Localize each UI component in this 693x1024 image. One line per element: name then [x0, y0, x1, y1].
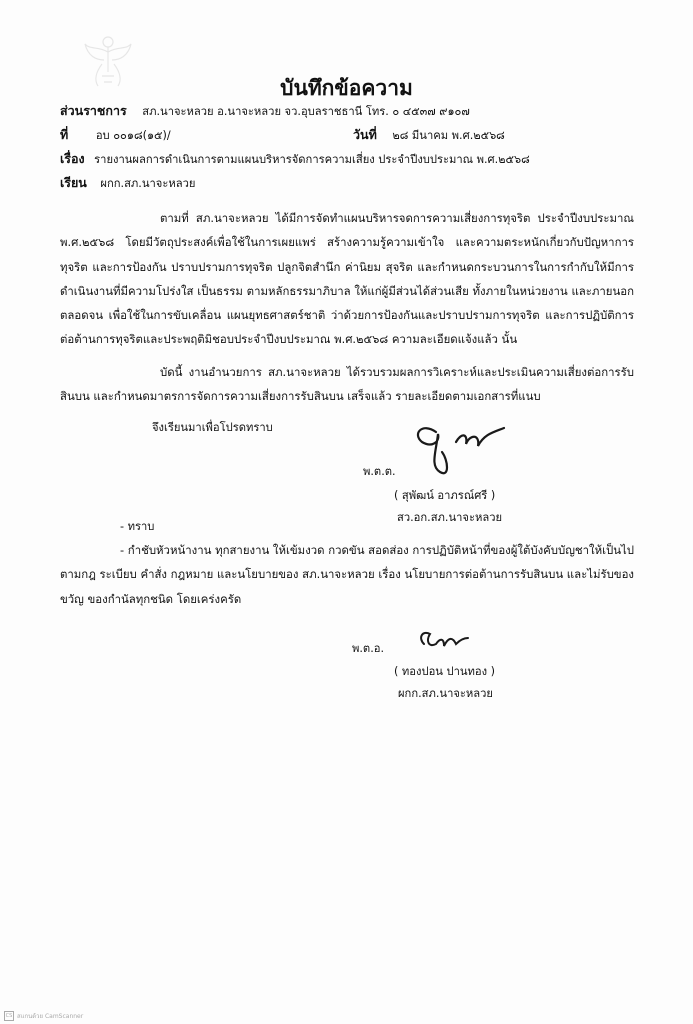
signature-2-icon [414, 624, 470, 654]
to-value: ผกก.สภ.นาจะหลวย [100, 177, 196, 190]
body-paragraph-1: ตามที่ สภ.นาจะหลวย ได้มีการจัดทำแผนบริหารจดการความเสี่ยงการทุจริต ประจำปีงบประมาณ พ.ศ.๒๕๖๘ โดยมีวัตถุประสงค์เพื่อใช้ในการเผยแพร่ สร้างความรู้ความเข้าใจ และความตระหนักเกี่ยวกับปัญหาการทุจริต และการป้องกัน ปราบปรามการทุจริต ปลูกจิตสำนึก ค่านิยม สุจริต และกำหนดกระบวนการในการกำกับให้มีการดำเนินงานที่มีความโปร่งใส เป็นธรรม ตามหลักธรรมาภิบาล ให้แก่ผู้มีส่วนได้ส่วนเสีย ทั้งภายในหน่วยงาน และภายนอก ตลอดจน เพื่อใช้ในการขับเคลื่อน แผนยุทธศาสตร์ชาติ ว่าด้วยการป้องกันและปราบปรามการทุจริต และการปฏิบัติการต่อต้านการทุจริตและประพฤติมิชอบประจำปีงบประมาณ พ.ศ.๒๕๖๘ ความละเอียดแจ้งแล้ว นั้น [60, 211, 634, 347]
agency-value: สภ.นาจะหลวย อ.นาจะหลวย จว.อุบลราชธานี โทร. ๐ ๔๕๓๗ ๙๑๐๗ [142, 105, 470, 118]
closing-line: จึงเรียนมาเพื่อโปรดทราบ [152, 421, 273, 434]
signer-2-position: ผกก.สภ.นาจะหลวย [398, 687, 493, 700]
agency-label: ส่วนราชการ [60, 103, 127, 118]
to-line [60, 175, 195, 191]
signature-1-icon [400, 412, 510, 484]
subject-value: รายงานผลการดำเนินการตามแผนบริหารจัดการความเสี่ยง ประจำปีงบประมาณ พ.ศ.๒๕๖๘ [94, 153, 530, 166]
reference-value: อบ ๐๐๑๘(๑๕)/ [95, 129, 171, 142]
body-paragraph-2: บัดนี้ งานอำนวยการ สภ.นาจะหลวย ได้รวบรวมผลการวิเคราะห์และประเมินความเสี่ยงต่อการรับสินบน และกำหนดมาตรการจัดการความเสี่ยงการรับสินบน เสร็จแล้ว รายละเอียดตามเอกสารที่แนบ [60, 365, 634, 404]
agency-line [60, 103, 470, 119]
signer-1-position: สว.อก.สภ.นาจะหลวย [397, 511, 503, 524]
reference-label: ที่ [60, 127, 69, 142]
signer-2-rank: พ.ต.อ. [352, 642, 385, 655]
scanner-watermark [4, 1011, 83, 1021]
signer-2-name: ( ทองปอน ปานทอง ) [394, 665, 496, 678]
subject-line [60, 151, 530, 167]
date-line [353, 127, 505, 143]
order-item-1: - ทราบ [120, 520, 155, 533]
signer-1-rank: พ.ต.ต. [363, 465, 396, 478]
date-label: วันที่ [353, 127, 377, 142]
scanner-watermark-text: สแกนด้วย CamScanner [17, 1013, 84, 1020]
memo-title: บันทึกข้อความ [280, 76, 413, 100]
subject-label: เรื่อง [60, 151, 85, 166]
signer-1-name: ( สุพัฒน์ อาภรณ์ศรี ) [394, 489, 496, 502]
order-item-2: - กำชับหัวหน้างาน ทุกสายงาน ให้เข้มงวด กวดขัน สอดส่อง การปฏิบัติหน้าที่ของผู้ใต้บังคับบัญชาให้เป็นไปตามกฎ ระเบียบ คำสั่ง กฎหมาย และนโยบายของ สภ.นาจะหลวย เรื่อง นโยบายการต่อต้านการรับสินบน และไม่รับของขวัญ ของกำนัลทุกชนิด โดยเคร่งครัด [60, 543, 634, 606]
to-label: เรียน [60, 175, 87, 190]
date-value: ๒๘ มีนาคม พ.ศ.๒๕๖๘ [392, 129, 505, 142]
reference-line [60, 127, 171, 143]
camscanner-logo-icon: CS [5, 1013, 13, 1019]
